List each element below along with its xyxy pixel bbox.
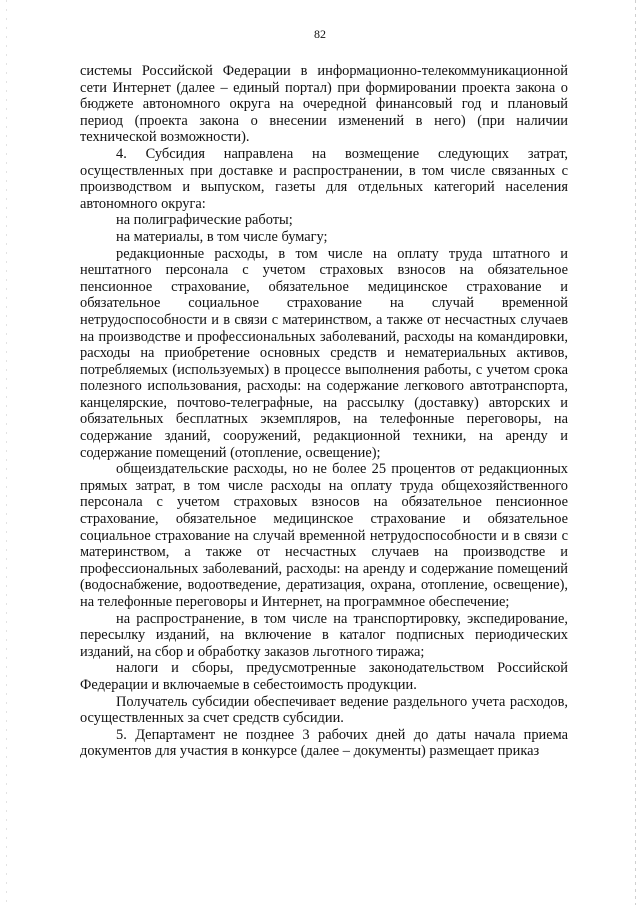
document-body <box>80 63 568 760</box>
paragraph-item-5: 5. Департамент не позднее 3 рабочих дней до даты начала приема документов для участия в конкурсе (далее – документы) размещает приказ <box>80 726 568 760</box>
paragraph-separate-accounting: Получатель субсидии обеспечивает ведение раздельного учета расходов, осуществленных за счет средств субсидии. <box>80 693 568 727</box>
list-item-materials: на материалы, в том числе бумагу; <box>116 228 328 245</box>
paragraph-item-4: 4. Субсидия направлена на возмещение следующих затрат, осуществленных при доставке и распространении, в том числе связанных с производством и выпуском, газеты для отдельных категорий населения автономного округа: <box>80 145 568 212</box>
list-item-printing: на полиграфические работы; <box>116 212 293 229</box>
paragraph-continuation: системы Российской Федерации в информационно-телекоммуникационной сети Интернет (далее – единый портал) при формировании проекта закона о бюджете автономного округа на очередной финансовый год и плановый период (проекта закона о внесении изменений в него) (при наличии технической возможности). <box>80 63 568 146</box>
list-item-distribution: на распространение, в том числе на транспортировку, экспедирование, пересылку изданий, на включение в каталог подписных периодических изданий, на сбор и обработку заказов льготного тиража; <box>80 610 568 660</box>
scan-edge-left <box>6 0 7 905</box>
page-number: 82 <box>314 27 326 41</box>
list-item-taxes: налоги и сборы, предусмотренные законодательством Российской Федерации и включаемые в себестоимость продукции. <box>80 660 568 693</box>
list-item-editorial-expenses: редакционные расходы, в том числе на оплату труда штатного и нештатного персонала с учетом страховых взносов на обязательное пенсионное страхование, обязательное медицинское страхование и обязательное социальное страхование на случай временной нетрудоспособности и в связи с материнством, а также от несчастных случаев на производстве и профессиональных заболеваний, расходы на командировки, расходы на приобретение основных средств и нематериальных активов, потребляемых (используемых) в процессе выполнения работы, с учетом срока полезного использования, расходы: на содержание легкового автотранспорта, канцелярские, почтово-телеграфные, на рассылку (доставку) авторских и обязательных бесплатных экземпляров, на телефонные переговоры, на содержание зданий, сооружений, редакционной техники, на аренду и содержание помещений (отопление, освещение); <box>80 245 568 461</box>
list-item-general-publishing-expenses: общеиздательские расходы, но не более 25 процентов от редакционных прямых затрат, в том числе расходы на оплату труда общехозяйственного персонала с учетом страховых взносов на обязательное пенсионное страхование, обязательное медицинское страхование и обязательное социальное страхование на случай временной нетрудоспособности и в связи с материнством, а также от несчастных случаев на производстве и профессиональных заболеваний, расходы: на аренду и содержание помещений (водоснабжение, водоотведение, дератизация, охрана, отопление, освещение), на телефонные переговоры и Интернет, на программное обеспечение; <box>80 461 568 610</box>
scan-edge-right <box>635 0 636 905</box>
